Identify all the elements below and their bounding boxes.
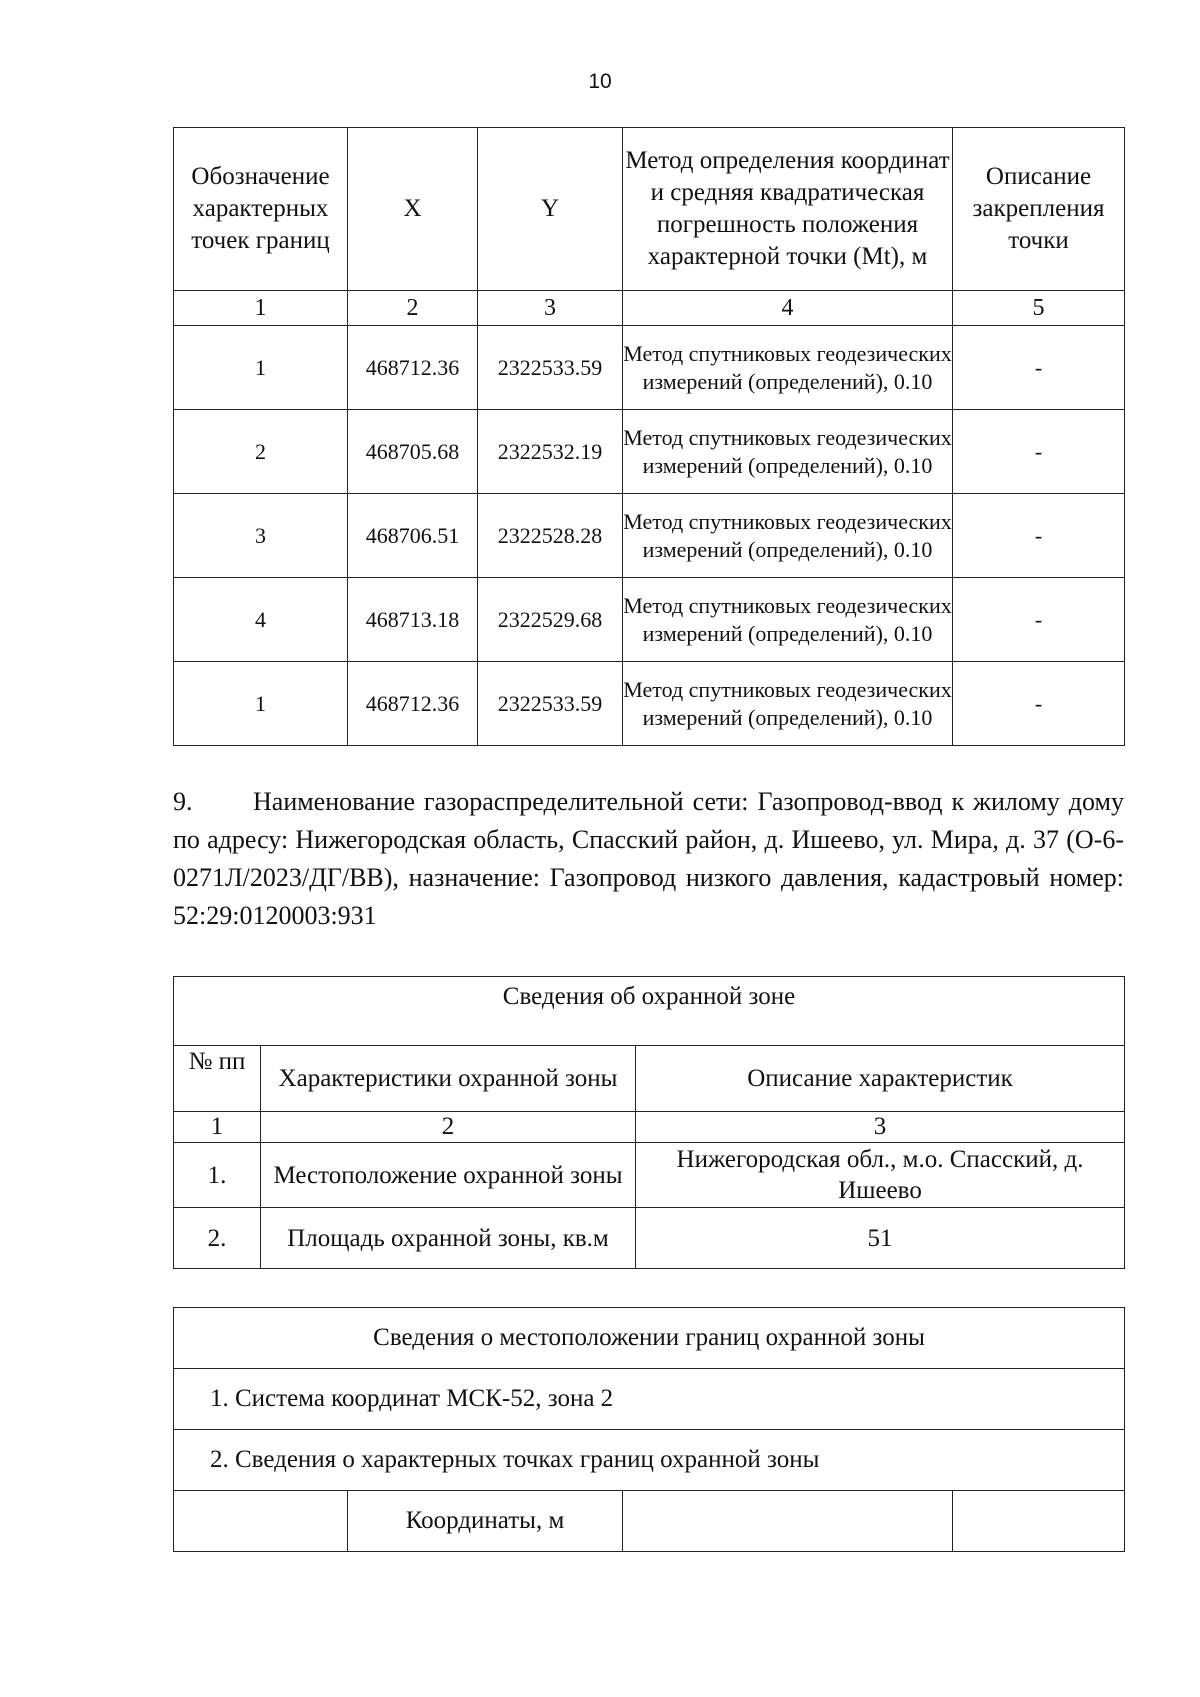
location-coords-row <box>174 1491 1125 1552</box>
characteristic-value: Площадь охранной зоны, кв.м <box>261 1208 636 1269</box>
coordinate-system-item: 1. Система координат МСК-52, зона 2 <box>174 1369 1125 1430</box>
point-id: 1 <box>174 326 348 410</box>
row-number: 1. <box>174 1143 261 1208</box>
column-number: 5 <box>953 291 1125 326</box>
x-value: 468706.51 <box>348 494 478 578</box>
description-value: 51 <box>636 1208 1125 1269</box>
x-value: 468705.68 <box>348 410 478 494</box>
fixing-value: - <box>953 662 1125 746</box>
column-number: 2 <box>261 1112 636 1143</box>
table-row <box>174 410 1125 494</box>
y-value: 2322529.68 <box>478 578 623 662</box>
method-value: Метод спутниковых геодезических измерений (определений), 0.10 <box>623 578 953 662</box>
column-number: 2 <box>348 291 478 326</box>
coordinates-label: Координаты, м <box>348 1491 623 1552</box>
characteristic-points-item: 2. Сведения о характерных точках границ охранной зоны <box>174 1430 1125 1491</box>
column-number: 3 <box>636 1112 1125 1143</box>
zone-table-title-row <box>174 977 1125 1046</box>
point-id: 1 <box>174 662 348 746</box>
section-text: Наименование газораспределительной сети: Газопровод-ввод к жилому дому по адресу: Нижегородская область, Спасский район, д. Ишеево, ул. Мира, д. 37 (О-6-0271Л/2023/ДГ/ВВ), назначение: Газопровод низкого давления, кадастровый номер: 52:29:0120003:931 <box>173 787 1124 930</box>
header-point-designation: Обозначение характерных точек границ <box>174 128 348 291</box>
column-number-row <box>174 291 1125 326</box>
column-number-row <box>174 1112 1125 1143</box>
header-y: Y <box>478 128 623 291</box>
header-fixing-description: Описание закрепления точки <box>953 128 1125 291</box>
table-row <box>174 1143 1125 1208</box>
section-number: 9. <box>173 787 193 816</box>
zone-table-header-row <box>174 1046 1125 1112</box>
header-characteristic: Характеристики охранной зоны <box>261 1046 636 1112</box>
method-value: Метод спутниковых геодезических измерений (определений), 0.10 <box>623 410 953 494</box>
x-value: 468713.18 <box>348 578 478 662</box>
y-value: 2322533.59 <box>478 662 623 746</box>
zone-location-table <box>173 1307 1125 1552</box>
fixing-value: - <box>953 494 1125 578</box>
fixing-value: - <box>953 326 1125 410</box>
column-number: 1 <box>174 1112 261 1143</box>
table-row <box>174 1208 1125 1269</box>
page-number: 10 <box>588 70 612 93</box>
y-value: 2322532.19 <box>478 410 623 494</box>
point-id: 4 <box>174 578 348 662</box>
fixing-value: - <box>953 410 1125 494</box>
column-number: 3 <box>478 291 623 326</box>
coordinates-table <box>173 127 1125 746</box>
x-value: 468712.36 <box>348 662 478 746</box>
table-row <box>174 494 1125 578</box>
protection-zone-table <box>173 976 1125 1269</box>
y-value: 2322533.59 <box>478 326 623 410</box>
header-description: Описание характеристик <box>636 1046 1125 1112</box>
location-title-row <box>174 1308 1125 1369</box>
location-item-row <box>174 1430 1125 1491</box>
point-id: 2 <box>174 410 348 494</box>
table-row <box>174 326 1125 410</box>
characteristic-value: Местоположение охранной зоны <box>261 1143 636 1208</box>
fixing-value: - <box>953 578 1125 662</box>
empty-cell <box>174 1491 348 1552</box>
point-id: 3 <box>174 494 348 578</box>
section-paragraph <box>173 783 1124 935</box>
row-number: 2. <box>174 1208 261 1269</box>
location-table-title: Сведения о местоположении границ охранной зоны <box>174 1308 1125 1369</box>
y-value: 2322528.28 <box>478 494 623 578</box>
header-x: X <box>348 128 478 291</box>
method-value: Метод спутниковых геодезических измерений (определений), 0.10 <box>623 662 953 746</box>
method-value: Метод спутниковых геодезических измерений (определений), 0.10 <box>623 494 953 578</box>
column-number: 4 <box>623 291 953 326</box>
location-item-row <box>174 1369 1125 1430</box>
zone-table-title: Сведения об охранной зоне <box>174 977 1125 1046</box>
method-value: Метод спутниковых геодезических измерений (определений), 0.10 <box>623 326 953 410</box>
description-value: Нижегородская обл., м.о. Спасский, д. Ишеево <box>636 1143 1125 1208</box>
table-row <box>174 662 1125 746</box>
column-number: 1 <box>174 291 348 326</box>
header-method: Метод определения координат и средняя квадратическая погрешность положения характерной точки (Mt), м <box>623 128 953 291</box>
empty-cell <box>623 1491 953 1552</box>
empty-cell <box>953 1491 1125 1552</box>
coordinates-header-row <box>174 128 1125 291</box>
table-row <box>174 578 1125 662</box>
x-value: 468712.36 <box>348 326 478 410</box>
header-row-number: № пп <box>174 1046 261 1112</box>
